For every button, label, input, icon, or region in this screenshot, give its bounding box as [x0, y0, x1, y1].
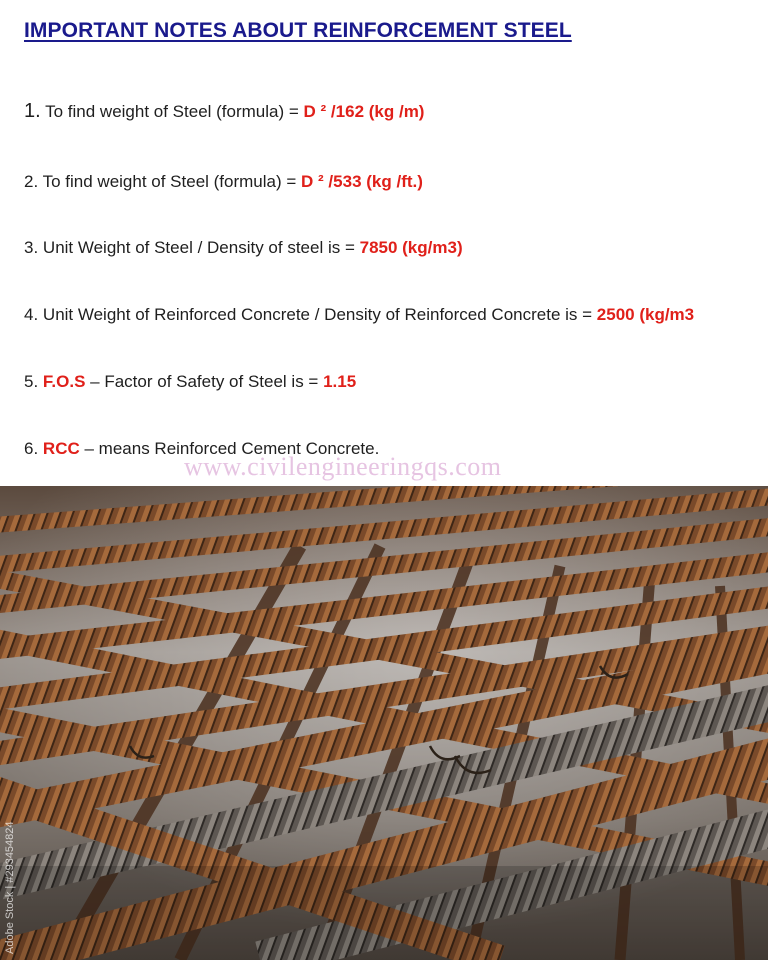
note-formula: D ² /162 (kg /m)	[303, 102, 425, 121]
note-3	[24, 237, 463, 259]
note-text: To find weight of Steel (formula) =	[38, 172, 302, 191]
note-4	[24, 304, 694, 326]
note-text: Unit Weight of Reinforced Concrete / Density of Reinforced Concrete is =	[38, 305, 597, 324]
note-number: 1.	[24, 100, 41, 122]
note-formula: D ² /533 (kg /ft.)	[301, 172, 423, 191]
note-number: 3.	[24, 238, 39, 257]
note-1	[24, 100, 424, 123]
note-value: 1.15	[323, 372, 357, 391]
note-2	[24, 171, 423, 193]
note-5	[24, 371, 356, 393]
stock-credit: Adobe Stock | #293454824	[4, 821, 16, 954]
note-term: F.O.S	[42, 372, 86, 391]
note-text: – Factor of Safety of Steel is =	[85, 372, 324, 391]
note-number: 2.	[24, 172, 39, 191]
note-value: 2500 (kg/m3	[596, 305, 695, 324]
note-text: To find weight of Steel (formula) =	[40, 102, 304, 121]
note-text: Unit Weight of Steel / Density of steel is =	[38, 238, 360, 257]
note-number: 4.	[24, 305, 39, 324]
note-text: – means Reinforced Cement Concrete.	[79, 439, 380, 458]
rebar-mesh-photo	[0, 486, 768, 960]
note-number: 5.	[24, 372, 39, 391]
page-title: IMPORTANT NOTES ABOUT REINFORCEMENT STEEL	[24, 19, 572, 42]
note-term: RCC	[42, 439, 80, 458]
watermark: www.civilengineeringqs.com	[184, 452, 502, 481]
rebar-illustration	[0, 486, 768, 960]
note-value: 7850 (kg/m3)	[359, 238, 463, 257]
note-number: 6.	[24, 439, 39, 458]
